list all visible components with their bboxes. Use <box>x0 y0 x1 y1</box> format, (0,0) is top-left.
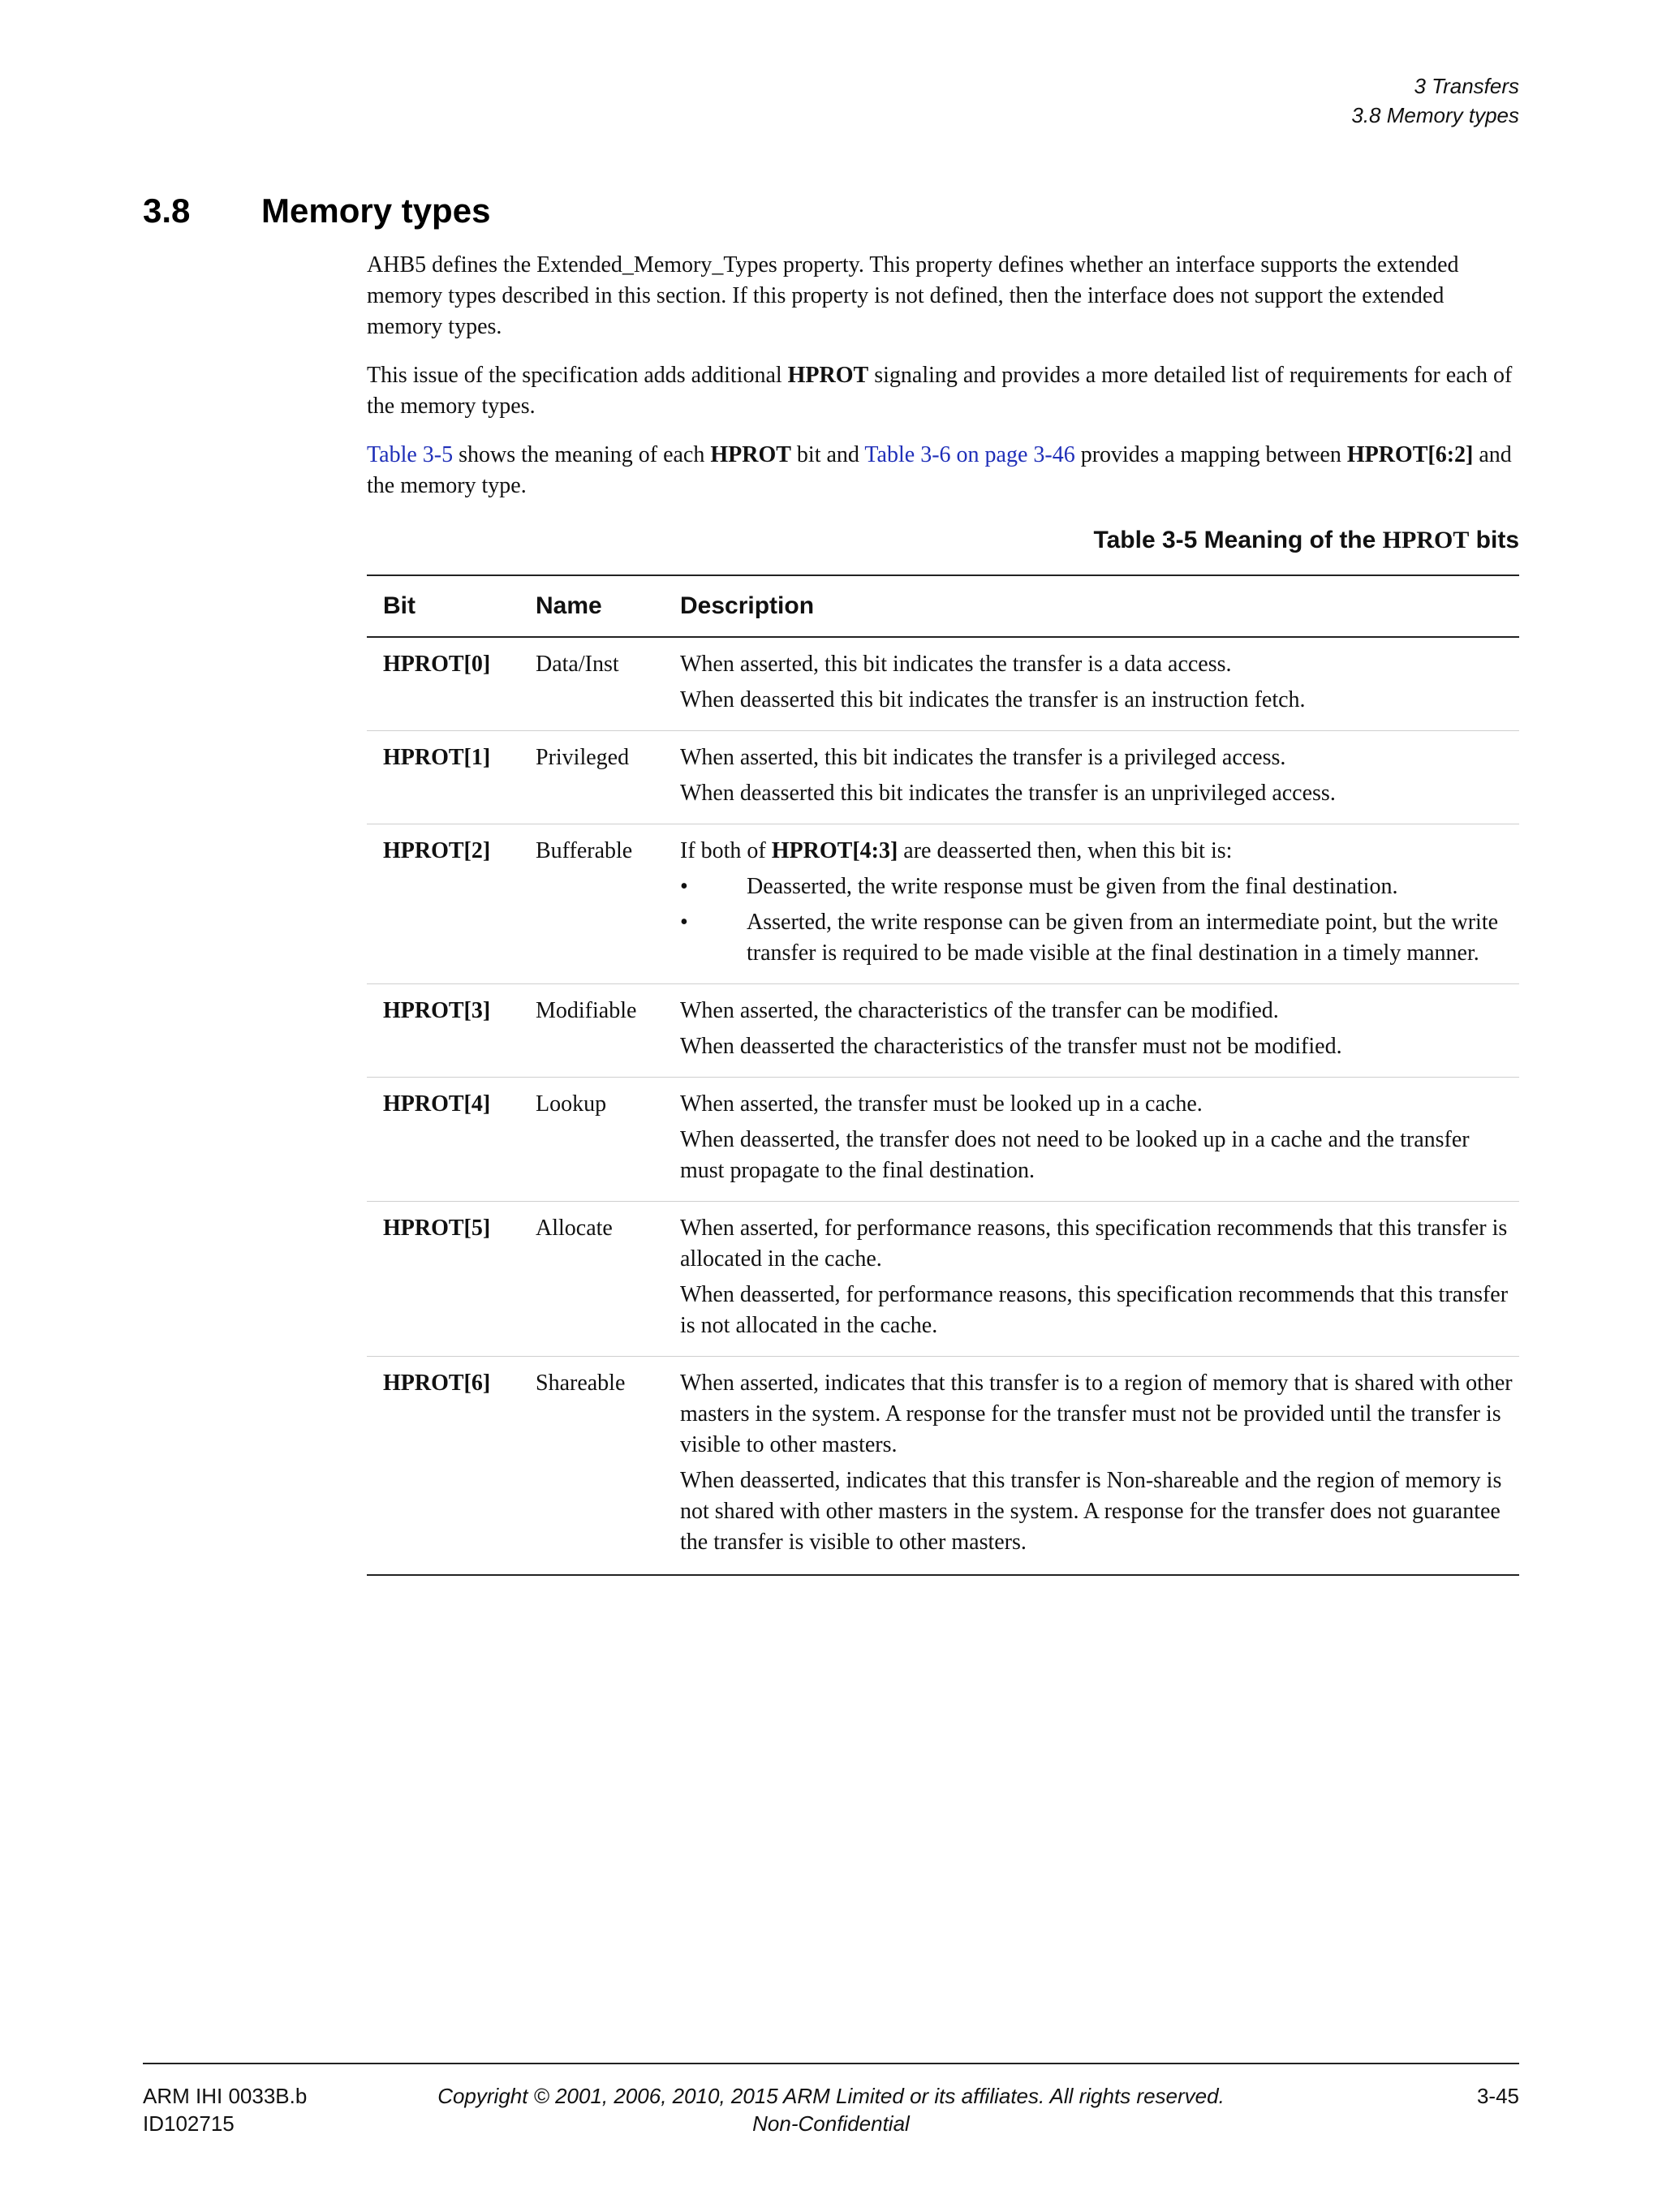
description-text: When deasserted this bit indicates the transfer is an instruction fetch. <box>680 687 1306 712</box>
hprot-range-name: HPROT[6:2] <box>1346 442 1474 467</box>
bullet-item <box>680 907 1519 969</box>
name-cell: Allocate <box>519 1202 664 1357</box>
footer-doc-id: ARM IHI 0033B.b <box>143 2084 308 2108</box>
bit-cell: HPROT[0] <box>367 637 519 731</box>
name-cell: Bufferable <box>519 824 664 984</box>
running-header-chapter: 3 Transfers <box>1414 74 1519 98</box>
paragraph-2-text: signaling and provides a more detailed list of requirements for each of the memory types. <box>367 363 1513 419</box>
running-header <box>1351 71 1519 130</box>
table-row <box>367 637 1519 731</box>
bullet-list <box>680 871 1519 969</box>
column-header-name: Name <box>519 575 664 637</box>
footer-copyright-block <box>143 2082 1519 2137</box>
hprot-signal-name: HPROT <box>787 363 869 388</box>
description-cell <box>664 637 1519 731</box>
bit-cell: HPROT[6] <box>383 1371 491 1396</box>
description-text: When asserted, this bit indicates the transfer is a privileged access. <box>680 745 1286 770</box>
description-text: When deasserted, the transfer does not need to be looked up in a cache and the transfer must propagate to the final destination. <box>680 1127 1470 1183</box>
bit-cell: HPROT[1] <box>367 731 519 824</box>
description-cell <box>664 1202 1519 1357</box>
bullet-item <box>680 871 1519 902</box>
table-row <box>367 824 1519 984</box>
hprot-signal-name: HPROT <box>710 442 791 467</box>
footer-confidentiality: Non-Confidential <box>752 2111 910 2136</box>
section-heading <box>143 188 490 234</box>
footer-divider <box>143 2063 1519 2064</box>
table-row <box>367 1078 1519 1202</box>
bit-cell: HPROT[2] <box>367 824 519 984</box>
table-3-6-link[interactable]: Table 3-6 on page 3-46 <box>864 442 1075 467</box>
description-text: When asserted, the characteristics of the transfer can be modified. <box>680 998 1279 1023</box>
name-cell: Privileged <box>519 731 664 824</box>
description-cell <box>664 984 1519 1078</box>
table-3-5-link[interactable]: Table 3-5 <box>367 442 454 467</box>
description-cell <box>664 1078 1519 1202</box>
paragraph-3 <box>367 440 1519 501</box>
table-row <box>367 731 1519 824</box>
description-text: When deasserted the characteristics of the transfer must not be modified. <box>680 1034 1342 1059</box>
description-text-part: are deasserted then, when this bit is: <box>898 838 1233 863</box>
description-cell <box>664 731 1519 824</box>
column-header-bit: Bit <box>367 575 519 637</box>
bullet-text: Asserted, the write response can be given from an intermediate point, but the write transfer is required to be made visible at the final destination in a timely manner. <box>747 910 1499 966</box>
paragraph-2-text: This issue of the specification adds additional <box>367 363 788 388</box>
table-caption-text: Table 3-5 Meaning of the <box>1093 527 1383 553</box>
footer-page-number: 3-45 <box>1476 2084 1519 2108</box>
paragraph-3-text: provides a mapping between <box>1074 442 1347 467</box>
bit-cell: HPROT[5] <box>367 1202 519 1357</box>
name-cell: Lookup <box>519 1078 664 1202</box>
hprot-range-name: HPROT[4:3] <box>771 838 898 863</box>
name-cell: Modifiable <box>519 984 664 1078</box>
name-cell: Shareable <box>536 1371 626 1396</box>
bullet-icon: • <box>680 874 688 899</box>
footer-copyright: Copyright © 2001, 2006, 2010, 2015 ARM Limited or its affiliates. All rights reserved. <box>437 2084 1225 2108</box>
description-text: When asserted, this bit indicates the transfer is a data access. <box>680 652 1232 677</box>
table-row <box>367 984 1519 1078</box>
paragraph-2 <box>367 360 1519 422</box>
hprot-bits-table <box>367 575 1519 1576</box>
description-cell <box>664 1357 1519 1576</box>
paragraph-3-text: bit and <box>790 442 865 467</box>
paragraph-1: AHB5 defines the Extended_Memory_Types property. This property defines whether an interface supports the extended memory types described in this section. If this property is not defined, then the interface does not support the extended memory types. <box>367 252 1459 339</box>
description-text: When deasserted, for performance reasons, this specification recommends that this transfer is not allocated in the cache. <box>680 1282 1509 1338</box>
description-text-part: If both of <box>680 838 772 863</box>
section-number: 3.8 <box>143 192 191 230</box>
description-text: When deasserted this bit indicates the transfer is an unprivileged access. <box>680 781 1336 806</box>
description-text <box>680 836 1519 867</box>
section-body <box>367 250 1519 1576</box>
paragraph-3-text: and the memory type. <box>367 442 1512 498</box>
description-cell <box>664 824 1519 984</box>
bullet-icon: • <box>680 910 688 935</box>
bit-cell: HPROT[3] <box>367 984 519 1078</box>
footer-id-code: ID102715 <box>143 2111 235 2136</box>
table-caption-text: bits <box>1469 527 1519 553</box>
description-text: When asserted, for performance reasons, this specification recommends that this transfer is allocated in the cache. <box>680 1216 1508 1272</box>
bullet-text: Deasserted, the write response must be given from the final destination. <box>747 874 1398 899</box>
table-caption-signal: HPROT <box>1382 527 1470 553</box>
running-header-section: 3.8 Memory types <box>1351 103 1519 127</box>
table-row <box>367 1202 1519 1357</box>
section-title: Memory types <box>261 192 491 230</box>
description-text: When deasserted, indicates that this transfer is Non-shareable and the region of memory is not shared with other masters in the system. A response for the transfer does not guarantee the transfer is visible to other masters. <box>680 1468 1502 1555</box>
table-caption <box>367 524 1519 557</box>
column-header-description: Description <box>664 575 1519 637</box>
name-cell: Data/Inst <box>519 637 664 731</box>
description-text: When asserted, the transfer must be looked up in a cache. <box>680 1091 1203 1117</box>
paragraph-3-text: shows the meaning of each <box>453 442 711 467</box>
table-row <box>367 1357 1519 1576</box>
description-text: When asserted, indicates that this transfer is to a region of memory that is shared with other masters in the system. A response for the transfer must not be provided until the transfer is visible to other masters. <box>680 1371 1513 1457</box>
table-header-row <box>367 575 1519 637</box>
bit-cell: HPROT[4] <box>367 1078 519 1202</box>
